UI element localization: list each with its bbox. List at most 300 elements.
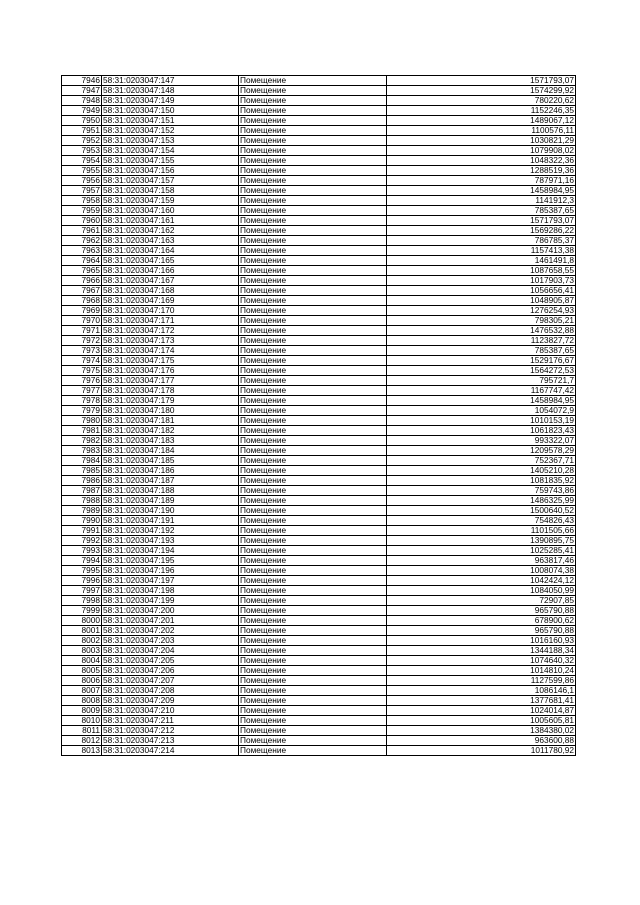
cadastral-value: 72907,85: [387, 596, 576, 606]
cadastral-value: 1377681,41: [387, 696, 576, 706]
object-type: Помещение: [239, 116, 387, 126]
object-type: Помещение: [239, 406, 387, 416]
cadastral-number: 58:31:0203047:202: [102, 626, 239, 636]
table-row: [62, 276, 576, 286]
object-type: Помещение: [239, 646, 387, 656]
row-number: 8010: [62, 716, 102, 726]
object-type: Помещение: [239, 256, 387, 266]
table-row: [62, 436, 576, 446]
table-row: [62, 686, 576, 696]
object-type: Помещение: [239, 286, 387, 296]
object-type: Помещение: [239, 356, 387, 366]
table-row: [62, 86, 576, 96]
cadastral-number: 58:31:0203047:151: [102, 116, 239, 126]
table-row: [62, 376, 576, 386]
cadastral-number: 58:31:0203047:147: [102, 76, 239, 86]
row-number: 7956: [62, 176, 102, 186]
row-number: 7978: [62, 396, 102, 406]
cadastral-number: 58:31:0203047:178: [102, 386, 239, 396]
row-number: 7947: [62, 86, 102, 96]
object-type: Помещение: [239, 496, 387, 506]
cadastral-number: 58:31:0203047:159: [102, 196, 239, 206]
cadastral-value: 1500640,52: [387, 506, 576, 516]
object-type: Помещение: [239, 76, 387, 86]
object-type: Помещение: [239, 716, 387, 726]
table-row: [62, 176, 576, 186]
table-row: [62, 736, 576, 746]
cadastral-value: 963817,46: [387, 556, 576, 566]
table-row: [62, 206, 576, 216]
object-type: Помещение: [239, 166, 387, 176]
cadastral-value: 1489067,12: [387, 116, 576, 126]
table-row: [62, 396, 576, 406]
cadastral-number: 58:31:0203047:194: [102, 546, 239, 556]
cadastral-number: 58:31:0203047:212: [102, 726, 239, 736]
table-row: [62, 656, 576, 666]
object-type: Помещение: [239, 176, 387, 186]
cadastral-number: 58:31:0203047:210: [102, 706, 239, 716]
cadastral-number: 58:31:0203047:161: [102, 216, 239, 226]
table-row: [62, 546, 576, 556]
row-number: 7955: [62, 166, 102, 176]
table-row: [62, 696, 576, 706]
cadastral-value: 1048322,36: [387, 156, 576, 166]
row-number: 7982: [62, 436, 102, 446]
cadastral-number: 58:31:0203047:174: [102, 346, 239, 356]
cadastral-value: 1167747,42: [387, 386, 576, 396]
cadastral-number: 58:31:0203047:187: [102, 476, 239, 486]
cadastral-number: 58:31:0203047:157: [102, 176, 239, 186]
object-type: Помещение: [239, 546, 387, 556]
table-row: [62, 486, 576, 496]
object-type: Помещение: [239, 396, 387, 406]
row-number: 7979: [62, 406, 102, 416]
cadastral-number: 58:31:0203047:160: [102, 206, 239, 216]
table-row: [62, 316, 576, 326]
cadastral-value: 1101505,66: [387, 526, 576, 536]
row-number: 7999: [62, 606, 102, 616]
row-number: 7961: [62, 226, 102, 236]
cadastral-value: 1141912,3: [387, 196, 576, 206]
cadastral-number: 58:31:0203047:176: [102, 366, 239, 376]
object-type: Помещение: [239, 526, 387, 536]
row-number: 7984: [62, 456, 102, 466]
row-number: 7986: [62, 476, 102, 486]
row-number: 7981: [62, 426, 102, 436]
cadastral-number: 58:31:0203047:150: [102, 106, 239, 116]
table-row: [62, 456, 576, 466]
cadastral-number: 58:31:0203047:164: [102, 246, 239, 256]
row-number: 7970: [62, 316, 102, 326]
cadastral-number: 58:31:0203047:189: [102, 496, 239, 506]
table-row: [62, 196, 576, 206]
object-type: Помещение: [239, 196, 387, 206]
row-number: 7985: [62, 466, 102, 476]
table-row: [62, 636, 576, 646]
object-type: Помещение: [239, 346, 387, 356]
object-type: Помещение: [239, 316, 387, 326]
table-row: [62, 266, 576, 276]
cadastral-number: 58:31:0203047:190: [102, 506, 239, 516]
table-row: [62, 676, 576, 686]
table-row: [62, 366, 576, 376]
cadastral-value: 1209578,29: [387, 446, 576, 456]
table-row: [62, 716, 576, 726]
object-type: Помещение: [239, 626, 387, 636]
row-number: 7957: [62, 186, 102, 196]
object-type: Помещение: [239, 586, 387, 596]
cadastral-number: 58:31:0203047:201: [102, 616, 239, 626]
object-type: Помещение: [239, 86, 387, 96]
property-table: [61, 75, 576, 756]
table-row: [62, 146, 576, 156]
cadastral-number: 58:31:0203047:181: [102, 416, 239, 426]
table-row: [62, 96, 576, 106]
row-number: 8009: [62, 706, 102, 716]
object-type: Помещение: [239, 666, 387, 676]
cadastral-value: 1123827,72: [387, 336, 576, 346]
cadastral-number: 58:31:0203047:154: [102, 146, 239, 156]
cadastral-number: 58:31:0203047:183: [102, 436, 239, 446]
table-row: [62, 236, 576, 246]
table-row: [62, 356, 576, 366]
cadastral-number: 58:31:0203047:172: [102, 326, 239, 336]
cadastral-number: 58:31:0203047:168: [102, 286, 239, 296]
table-row: [62, 446, 576, 456]
cadastral-number: 58:31:0203047:153: [102, 136, 239, 146]
cadastral-value: 1079908,02: [387, 146, 576, 156]
cadastral-value: 785387,65: [387, 206, 576, 216]
object-type: Помещение: [239, 576, 387, 586]
cadastral-value: 1127599,86: [387, 676, 576, 686]
row-number: 7946: [62, 76, 102, 86]
row-number: 7989: [62, 506, 102, 516]
object-type: Помещение: [239, 556, 387, 566]
cadastral-number: 58:31:0203047:213: [102, 736, 239, 746]
cadastral-number: 58:31:0203047:186: [102, 466, 239, 476]
cadastral-value: 780220,62: [387, 96, 576, 106]
cadastral-number: 58:31:0203047:207: [102, 676, 239, 686]
cadastral-value: 1087658,55: [387, 266, 576, 276]
cadastral-value: 759743,86: [387, 486, 576, 496]
table-row: [62, 606, 576, 616]
table-row: [62, 166, 576, 176]
object-type: Помещение: [239, 206, 387, 216]
cadastral-value: 1016160,93: [387, 636, 576, 646]
cadastral-value: 1048905,87: [387, 296, 576, 306]
row-number: 8004: [62, 656, 102, 666]
object-type: Помещение: [239, 606, 387, 616]
row-number: 7966: [62, 276, 102, 286]
object-type: Помещение: [239, 296, 387, 306]
table-row: [62, 416, 576, 426]
table-row: [62, 566, 576, 576]
table-row: [62, 156, 576, 166]
object-type: Помещение: [239, 466, 387, 476]
row-number: 7952: [62, 136, 102, 146]
table-row: [62, 666, 576, 676]
table-row: [62, 556, 576, 566]
cadastral-value: 1061823,43: [387, 426, 576, 436]
cadastral-number: 58:31:0203047:163: [102, 236, 239, 246]
row-number: 7983: [62, 446, 102, 456]
cadastral-value: 1486325,99: [387, 496, 576, 506]
cadastral-value: 1276254,93: [387, 306, 576, 316]
cadastral-value: 1054072,9: [387, 406, 576, 416]
table-row: [62, 136, 576, 146]
cadastral-value: 1571793,07: [387, 76, 576, 86]
row-number: 8013: [62, 746, 102, 756]
cadastral-value: 1564272,53: [387, 366, 576, 376]
cadastral-number: 58:31:0203047:199: [102, 596, 239, 606]
object-type: Помещение: [239, 706, 387, 716]
cadastral-number: 58:31:0203047:179: [102, 396, 239, 406]
cadastral-value: 1011780,92: [387, 746, 576, 756]
object-type: Помещение: [239, 686, 387, 696]
object-type: Помещение: [239, 736, 387, 746]
row-number: 8006: [62, 676, 102, 686]
row-number: 7971: [62, 326, 102, 336]
cadastral-number: 58:31:0203047:196: [102, 566, 239, 576]
cadastral-value: 1081835,92: [387, 476, 576, 486]
cadastral-value: 754826,43: [387, 516, 576, 526]
cadastral-value: 1384380,02: [387, 726, 576, 736]
cadastral-value: 965790,88: [387, 606, 576, 616]
table-row: [62, 386, 576, 396]
cadastral-number: 58:31:0203047:180: [102, 406, 239, 416]
table-row: [62, 476, 576, 486]
table-row: [62, 286, 576, 296]
object-type: Помещение: [239, 456, 387, 466]
cadastral-number: 58:31:0203047:208: [102, 686, 239, 696]
table-row: [62, 336, 576, 346]
cadastral-number: 58:31:0203047:173: [102, 336, 239, 346]
row-number: 7976: [62, 376, 102, 386]
cadastral-number: 58:31:0203047:166: [102, 266, 239, 276]
table-row: [62, 466, 576, 476]
table-row: [62, 506, 576, 516]
cadastral-value: 1010153,19: [387, 416, 576, 426]
object-type: Помещение: [239, 726, 387, 736]
table-row: [62, 536, 576, 546]
row-number: 7950: [62, 116, 102, 126]
cadastral-value: 752367,71: [387, 456, 576, 466]
cadastral-number: 58:31:0203047:203: [102, 636, 239, 646]
table-row: [62, 426, 576, 436]
cadastral-number: 58:31:0203047:171: [102, 316, 239, 326]
row-number: 7964: [62, 256, 102, 266]
table-row: [62, 406, 576, 416]
table-row: [62, 586, 576, 596]
cadastral-number: 58:31:0203047:200: [102, 606, 239, 616]
row-number: 7990: [62, 516, 102, 526]
cadastral-number: 58:31:0203047:185: [102, 456, 239, 466]
object-type: Помещение: [239, 476, 387, 486]
table-body: [62, 76, 576, 756]
row-number: 7987: [62, 486, 102, 496]
table-row: [62, 626, 576, 636]
cadastral-number: 58:31:0203047:182: [102, 426, 239, 436]
cadastral-number: 58:31:0203047:184: [102, 446, 239, 456]
object-type: Помещение: [239, 96, 387, 106]
table-row: [62, 526, 576, 536]
object-type: Помещение: [239, 506, 387, 516]
cadastral-number: 58:31:0203047:205: [102, 656, 239, 666]
row-number: 8003: [62, 646, 102, 656]
table-row: [62, 256, 576, 266]
table-row: [62, 706, 576, 716]
table-row: [62, 246, 576, 256]
row-number: 7994: [62, 556, 102, 566]
cadastral-number: 58:31:0203047:167: [102, 276, 239, 286]
object-type: Помещение: [239, 266, 387, 276]
row-number: 7973: [62, 346, 102, 356]
table-row: [62, 186, 576, 196]
object-type: Помещение: [239, 566, 387, 576]
row-number: 7958: [62, 196, 102, 206]
row-number: 7948: [62, 96, 102, 106]
object-type: Помещение: [239, 186, 387, 196]
cadastral-value: 1017903,73: [387, 276, 576, 286]
cadastral-value: 1571793,07: [387, 216, 576, 226]
row-number: 7962: [62, 236, 102, 246]
row-number: 7969: [62, 306, 102, 316]
cadastral-number: 58:31:0203047:193: [102, 536, 239, 546]
cadastral-number: 58:31:0203047:158: [102, 186, 239, 196]
cadastral-value: 1014810,24: [387, 666, 576, 676]
cadastral-number: 58:31:0203047:204: [102, 646, 239, 656]
object-type: Помещение: [239, 336, 387, 346]
row-number: 7996: [62, 576, 102, 586]
cadastral-number: 58:31:0203047:148: [102, 86, 239, 96]
row-number: 8002: [62, 636, 102, 646]
object-type: Помещение: [239, 326, 387, 336]
row-number: 8012: [62, 736, 102, 746]
cadastral-value: 798305,21: [387, 316, 576, 326]
row-number: 7963: [62, 246, 102, 256]
row-number: 7997: [62, 586, 102, 596]
cadastral-value: 1458984,95: [387, 396, 576, 406]
row-number: 8005: [62, 666, 102, 676]
row-number: 7949: [62, 106, 102, 116]
table-row: [62, 226, 576, 236]
cadastral-value: 1458984,95: [387, 186, 576, 196]
cadastral-number: 58:31:0203047:195: [102, 556, 239, 566]
cadastral-number: 58:31:0203047:149: [102, 96, 239, 106]
cadastral-value: 1100576,11: [387, 126, 576, 136]
cadastral-number: 58:31:0203047:155: [102, 156, 239, 166]
row-number: 8008: [62, 696, 102, 706]
object-type: Помещение: [239, 156, 387, 166]
table-row: [62, 306, 576, 316]
table-row: [62, 126, 576, 136]
table-row: [62, 326, 576, 336]
object-type: Помещение: [239, 676, 387, 686]
cadastral-value: 1008074,38: [387, 566, 576, 576]
row-number: 7968: [62, 296, 102, 306]
cadastral-value: 1084050,99: [387, 586, 576, 596]
object-type: Помещение: [239, 236, 387, 246]
table-row: [62, 726, 576, 736]
row-number: 8000: [62, 616, 102, 626]
cadastral-number: 58:31:0203047:162: [102, 226, 239, 236]
row-number: 7992: [62, 536, 102, 546]
row-number: 7980: [62, 416, 102, 426]
cadastral-value: 1476532,88: [387, 326, 576, 336]
object-type: Помещение: [239, 386, 387, 396]
cadastral-number: 58:31:0203047:169: [102, 296, 239, 306]
row-number: 7975: [62, 366, 102, 376]
object-type: Помещение: [239, 226, 387, 236]
row-number: 8001: [62, 626, 102, 636]
table-row: [62, 616, 576, 626]
cadastral-number: 58:31:0203047:214: [102, 746, 239, 756]
cadastral-number: 58:31:0203047:197: [102, 576, 239, 586]
object-type: Помещение: [239, 136, 387, 146]
table-row: [62, 296, 576, 306]
cadastral-number: 58:31:0203047:156: [102, 166, 239, 176]
table-row: [62, 516, 576, 526]
table-row: [62, 116, 576, 126]
table-row: [62, 576, 576, 586]
cadastral-value: 1390895,75: [387, 536, 576, 546]
table-row: [62, 216, 576, 226]
row-number: 7998: [62, 596, 102, 606]
cadastral-value: 1086146,1: [387, 686, 576, 696]
object-type: Помещение: [239, 696, 387, 706]
cadastral-value: 1030821,29: [387, 136, 576, 146]
cadastral-number: 58:31:0203047:191: [102, 516, 239, 526]
row-number: 8007: [62, 686, 102, 696]
row-number: 7995: [62, 566, 102, 576]
object-type: Помещение: [239, 126, 387, 136]
cadastral-number: 58:31:0203047:165: [102, 256, 239, 266]
row-number: 7954: [62, 156, 102, 166]
object-type: Помещение: [239, 536, 387, 546]
table-row: [62, 106, 576, 116]
row-number: 7953: [62, 146, 102, 156]
cadastral-value: 1056656,41: [387, 286, 576, 296]
object-type: Помещение: [239, 446, 387, 456]
cadastral-value: 1005605,81: [387, 716, 576, 726]
row-number: 7991: [62, 526, 102, 536]
cadastral-value: 1157413,38: [387, 246, 576, 256]
table-row: [62, 596, 576, 606]
cadastral-number: 58:31:0203047:211: [102, 716, 239, 726]
cadastral-value: 678900,62: [387, 616, 576, 626]
object-type: Помещение: [239, 276, 387, 286]
object-type: Помещение: [239, 426, 387, 436]
cadastral-value: 1074640,32: [387, 656, 576, 666]
row-number: 7972: [62, 336, 102, 346]
cadastral-number: 58:31:0203047:198: [102, 586, 239, 596]
cadastral-number: 58:31:0203047:192: [102, 526, 239, 536]
cadastral-value: 1152246,35: [387, 106, 576, 116]
object-type: Помещение: [239, 746, 387, 756]
object-type: Помещение: [239, 146, 387, 156]
cadastral-number: 58:31:0203047:206: [102, 666, 239, 676]
cadastral-value: 993322,07: [387, 436, 576, 446]
cadastral-number: 58:31:0203047:175: [102, 356, 239, 366]
cadastral-number: 58:31:0203047:170: [102, 306, 239, 316]
cadastral-value: 1024014,87: [387, 706, 576, 716]
object-type: Помещение: [239, 656, 387, 666]
object-type: Помещение: [239, 416, 387, 426]
table-row: [62, 746, 576, 756]
cadastral-value: 786785,37: [387, 236, 576, 246]
row-number: 7988: [62, 496, 102, 506]
row-number: 7965: [62, 266, 102, 276]
